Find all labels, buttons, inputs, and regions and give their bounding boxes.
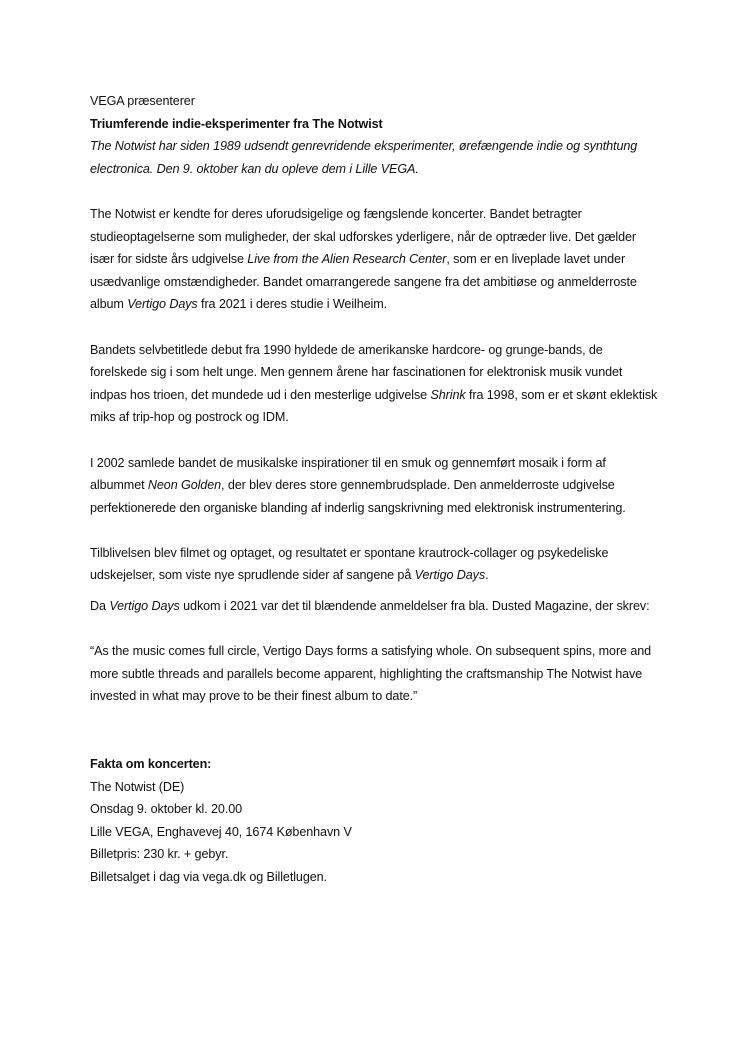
facts-ticket-sales: Billetsalget i dag via vega.dk og Billetlugen. bbox=[90, 870, 327, 884]
paragraph-text: fra 2021 i deres studie i Weilheim. bbox=[197, 297, 388, 312]
facts-heading: Fakta om koncerten: bbox=[90, 757, 212, 772]
paragraph-text: Da bbox=[90, 599, 110, 614]
body-paragraph-3 bbox=[90, 452, 660, 520]
paragraph-text: Bandets selvbetitlede debut fra 1990 hyldede de amerikanske hardcore- og grunge-bands, de forelskede sig i som helt unge. Men gennem årene har fascinationen for elektronisk musik vundet indpas hos trioen, det mundede ud i den mesterlige udgivelse bbox=[90, 342, 623, 402]
body-paragraph-4 bbox=[90, 542, 660, 587]
facts-price: Billetpris: 230 kr. + gebyr. bbox=[90, 847, 229, 862]
paragraph-text: . bbox=[485, 568, 489, 583]
paragraph-text: Tilblivelsen blev filmet og optaget, og resultatet er spontane krautrock-collager og psykedeliske udskejelser, som viste nye sprudlende sider af sangene på bbox=[90, 545, 609, 583]
facts-section bbox=[90, 753, 660, 889]
album-title-vertigo-days: Vertigo Days bbox=[109, 599, 180, 614]
review-quote: “As the music comes full circle, Vertigo Days forms a satisfying whole. On subsequent spins, more and more subtle threads and parallels become apparent, highlighting the craftsmanship The Notwist have invested in what may prove to be their finest album to date.” bbox=[90, 644, 652, 704]
paragraph-text: fra 1998, som er et skønt eklektisk miks af trip-hop og postrock og IDM. bbox=[90, 387, 658, 425]
lede-text: The Notwist har siden 1989 udsendt genrevridende eksperimenter, ørefængende indie og synthtung electronica. Den 9. oktober kan du opleve dem i Lille VEGA. bbox=[90, 139, 638, 176]
page-title: Triumferende indie-eksperimenter fra The Notwist bbox=[90, 116, 383, 131]
album-title-shrink: Shrink bbox=[430, 387, 466, 402]
paragraph-text: , som er en liveplade lavet under usædvanlige omstændigheder. Bandet omarrangerede sangene fra det ambitiøse og anmelderroste album bbox=[90, 252, 637, 312]
body-paragraph-2 bbox=[90, 339, 660, 429]
facts-date: Onsdag 9. oktober kl. 20.00 bbox=[90, 802, 243, 817]
album-title-live-from-the-alien-research-center: Live from the Alien Research Center bbox=[247, 252, 447, 267]
album-title-neon-golden: Neon Golden bbox=[147, 478, 222, 493]
facts-venue: Lille VEGA, Enghavevej 40, 1674 København V bbox=[90, 824, 352, 839]
kicker-text: VEGA præsenterer bbox=[90, 94, 195, 108]
paragraph-text: , der blev deres store gennembrudsplade. Den anmelderroste udgivelse perfektionerede den organiske blanding af inderlig sangskrivning med elektronisk instrumentering. bbox=[90, 478, 626, 515]
body-paragraph-1 bbox=[90, 203, 660, 316]
album-title-vertigo-days: Vertigo Days bbox=[414, 568, 486, 583]
body-paragraph-5 bbox=[90, 595, 660, 618]
facts-artist: The Notwist (DE) bbox=[90, 779, 185, 794]
paragraph-text: udkom i 2021 var det til blændende anmeldelser fra bla. Dusted Magazine, der skrev: bbox=[179, 599, 650, 614]
press-release-document bbox=[90, 90, 660, 889]
paragraph-text: The Notwist er kendte for deres uforudsigelige og fængslende koncerter. Bandet betragter studieoptagelserne som muligheder, der skal udforskes yderligere, når de optræder live. Det gælder især for sidste års udgivelse bbox=[90, 206, 637, 267]
paragraph-text: I 2002 samlede bandet de musikalske inspirationer til en smuk og gennemført mosaik i form af albummet bbox=[90, 455, 606, 493]
album-title-vertigo-days: Vertigo Days bbox=[127, 297, 198, 312]
